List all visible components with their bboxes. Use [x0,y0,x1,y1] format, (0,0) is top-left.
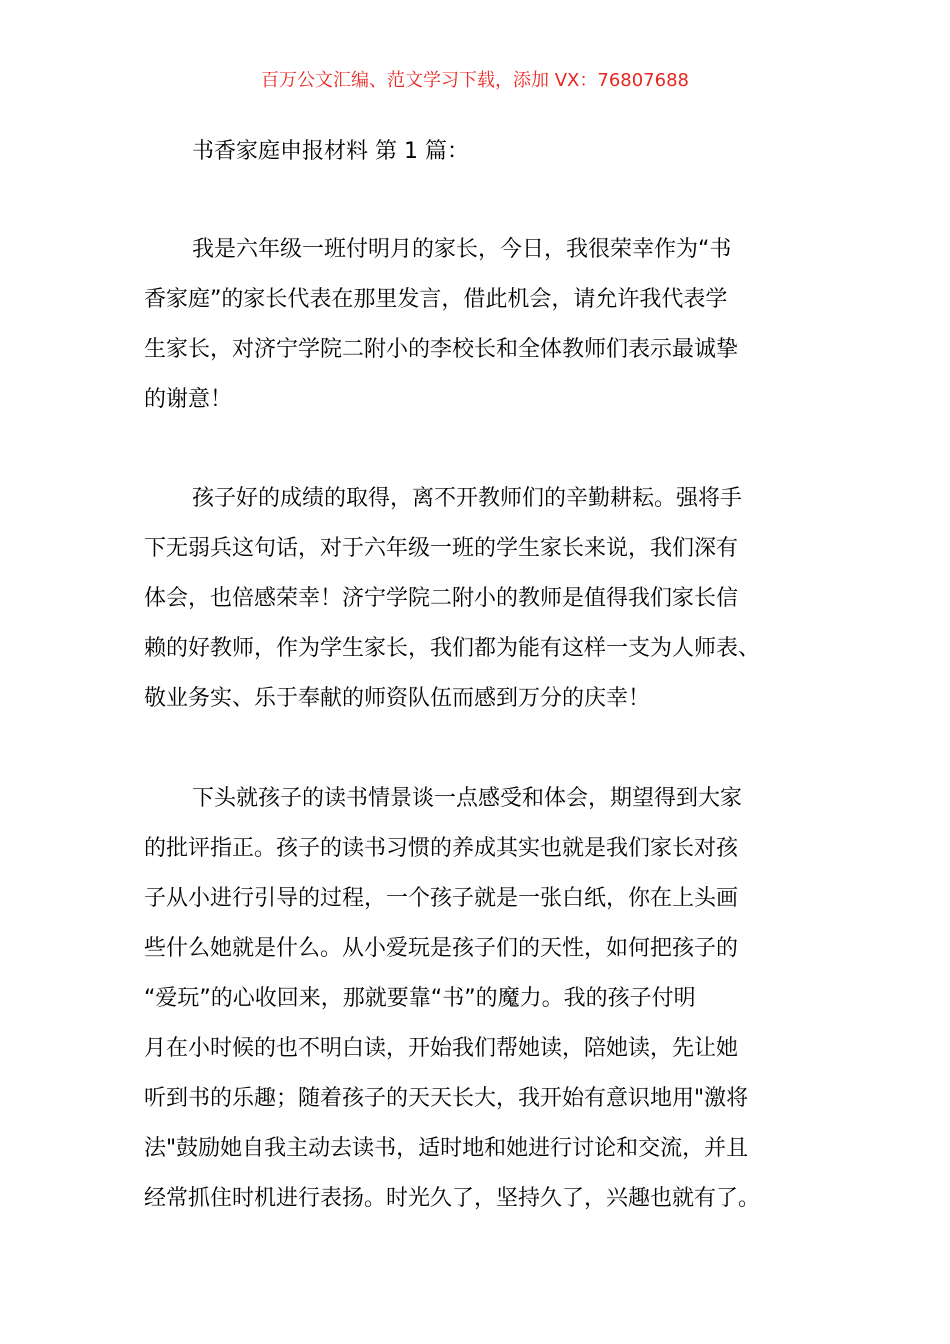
paragraph-line: 的批评指正。孩子的读书习惯的养成其实也就是我们家长对孩 [144,836,739,861]
paragraph [144,774,834,1224]
paragraph-line: 下头就孩子的读书情景谈一点感受和体会，期望得到大家 [192,786,743,811]
paragraph-line: 子从小进行引导的过程，一个孩子就是一张白纸，你在上头画 [144,886,739,911]
paragraph-line: 体会，也倍感荣幸！济宁学院二附小的教师是值得我们家长信 [144,586,739,611]
paragraph-line: 下无弱兵这句话，对于六年级一班的学生家长来说，我们深有 [144,536,739,561]
paragraph-line: 孩子好的成绩的取得，离不开教师们的辛勤耕耘。强将手 [192,486,743,511]
paragraph-line: 月在小时候的也不明白读，开始我们帮她读，陪她读，先让她 [144,1036,739,1061]
paragraph-line: 我是六年级一班付明月的家长，今日，我很荣幸作为“书 [192,237,732,262]
paragraph-line: 经常抓住时机进行表扬。时光久了，坚持久了，兴趣也就有了。 [144,1186,761,1211]
paragraph-line: 生家长，对济宁学院二附小的李校长和全体教师们表示最诚挚 [144,337,739,362]
document-title: 书香家庭申报材料 第 1 篇： [192,139,469,164]
paragraph-line: 敬业务实、乐于奉献的师资队伍而感到万分的庆幸！ [144,686,651,711]
paragraph [144,474,834,724]
watermark-banner: 百万公文汇编、范文学习下载，添加 VX：76807688 [261,70,689,91]
paragraph-line: 法"鼓励她自我主动去读书，适时地和她进行讨论和交流，并且 [144,1136,749,1161]
paragraph-line: 些什么她就是什么。从小爱玩是孩子们的天性，如何把孩子的 [144,936,739,961]
paragraph-line: 香家庭”的家长代表在那里发言，借此机会，请允许我代表学 [144,287,728,312]
paragraph [144,225,834,425]
paragraph-line: 赖的好教师，作为学生家长，我们都为能有这样一支为人师表、 [144,636,761,661]
paragraph-line: “爱玩”的心收回来，那就要靠“书”的魔力。我的孩子付明 [144,986,696,1011]
paragraph-line: 的谢意！ [144,387,233,412]
paragraph-line: 听到书的乐趣；随着孩子的天天长大，我开始有意识地用"激将 [144,1086,749,1111]
